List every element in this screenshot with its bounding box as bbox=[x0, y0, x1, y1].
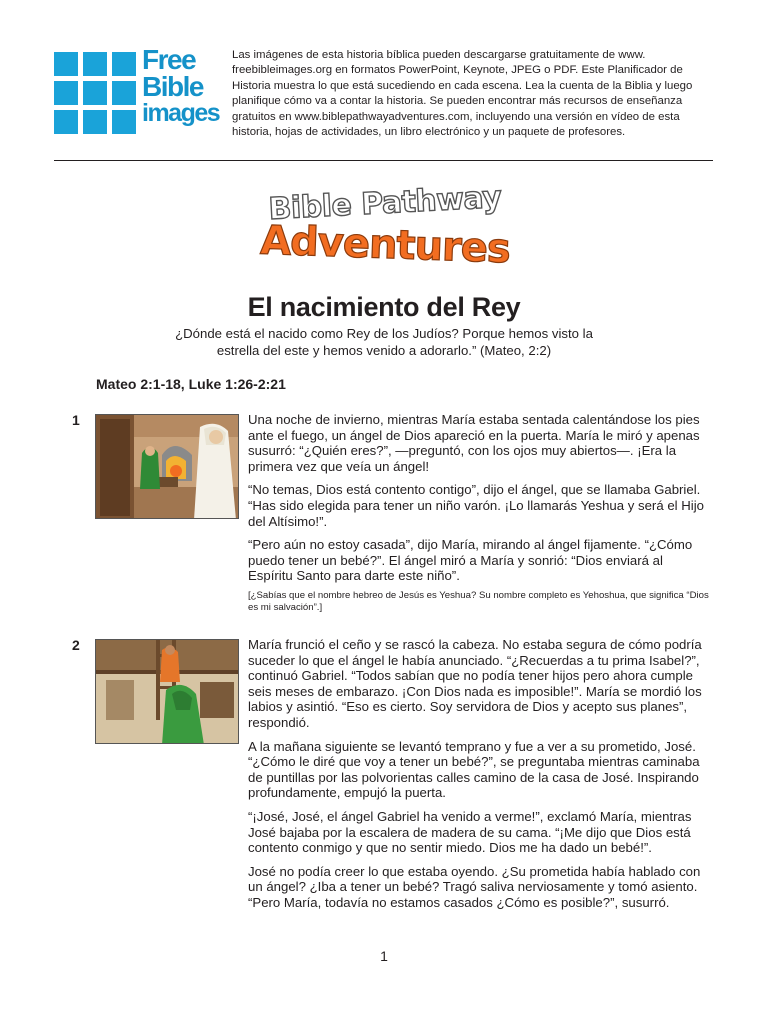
scene-number-2: 2 bbox=[72, 637, 80, 653]
scene-1-paragraph: “Pero aún no estoy casada”, dijo María, mirando al ángel fijamente. “¿Cómo puedo tener un bebé?”. El ángel miró a María y sonrió: “Dios enviará al Espíritu Santo para darte este niño”. bbox=[248, 537, 693, 584]
scene-number-1: 1 bbox=[72, 412, 80, 428]
header-divider bbox=[54, 160, 713, 161]
scene-2-paragraph: María frunció el ceño y se rascó la cabeza. No estaba segura de cómo podría suceder lo que el ángel le había anunciado. “¿Recuerdas a tu prima Isabel?”, continuó Gabriel. “Todos sabían que no podía tener hijos pero ahora cumple seis meses de embarazo. ¡Con Dios nada es imposible!”. María se mordió los labios y asintió. “Eso es cierto. Soy servidora de Dios y acepto sus planes”, respondió. bbox=[248, 637, 702, 730]
header bbox=[54, 44, 714, 148]
scene-1-paragraph: Una noche de invierno, mientras María estaba sentada calentándose los pies ante el fuego, un ángel de Dios apareció en la puerta. María le miró y apenas susurró: “¿Quién eres?”, —preguntó, con los ojos muy abiertos—. ¡Era la primera vez que veía un ángel! bbox=[248, 412, 700, 474]
page-title: El nacimiento del Rey bbox=[247, 292, 521, 322]
scene-1-paragraph: “No temas, Dios está contento contigo”, dijo el ángel, que se llamaba Gabriel. “Has sido elegida para tener un niño varón. ¡Lo llamarás Yeshua y será el Hijo del Altísimo!”. bbox=[248, 482, 704, 529]
logo-line-2: Bible bbox=[142, 71, 203, 102]
scene-2-paragraph: José no podía creer lo que estaba oyendo. ¿Su prometida había hablado con un ángel? ¿Iba a tener un bebé? Tragó saliva nerviosamente y tomó asiento. “Pero María, todavía no estamos casados ¿Cómo es posible?”, susurró. bbox=[248, 863, 701, 910]
scene-2-text bbox=[248, 637, 710, 919]
scene-2-paragraph: A la mañana siguiente se levantó temprano y fue a ver a su prometido, José. “¿Cómo le diré que voy a tener un bebé?”, se preguntaba mientras caminaba de puntillas por las polvorientas calles camino de la casa de José. Inspirando profundamente, empujó la puerta. bbox=[248, 738, 700, 801]
logo-line-1: Free bbox=[142, 44, 196, 75]
scene-2-illustration bbox=[95, 639, 239, 744]
free-bible-images-logo[interactable] bbox=[54, 44, 224, 134]
intro-text: Las imágenes de esta historia bíblica pueden descargarse gratuitamente de www. freebibleimages.org en formatos PowerPoint, Keynote, JPEG o PDF. Este Planificador de Historia muestra lo que está sucediendo en cada escena. Lea la cuenta de la Biblia y luego planifique cómo va a contar la historia. Se pueden encontrar más recursos de enseñanza gratuitos en www.biblepathwayadventures.com, incluyendo una versión en vídeo de esta historia, hojas de actividades, un libro electrónico y un paquete de profesores. bbox=[232, 49, 693, 139]
scripture-quote: ¿Dónde está el nacido como Rey de los Judíos? Porque hemos visto la estrella del este y hemos venido a adorarlo.” (Mateo, 2:2) bbox=[175, 326, 593, 358]
page-number: 1 bbox=[380, 948, 388, 964]
scene-1-illustration bbox=[95, 414, 239, 519]
logo-line-3: images bbox=[142, 99, 220, 127]
scene-1-note: [¿Sabías que el nombre hebreo de Jesús es Yeshua? Su nombre completo es Yehoshua, que significa “Dios es mi salvación”.] bbox=[248, 589, 709, 614]
scene-2-paragraph: “¡José, José, el ángel Gabriel ha venido a verme!”, exclamó María, mientras José bajaba por la escalera de madera de su cama. “¡Me dijo que Dios está contento conmigo y que no sentir miedo. Dios me ha dado un bebé!”. bbox=[248, 808, 692, 856]
logo-wordmark bbox=[142, 46, 219, 127]
scene-1-text bbox=[248, 412, 710, 623]
logo-grid-icon bbox=[54, 52, 136, 134]
scene-2-image bbox=[96, 640, 239, 744]
scene-1-image bbox=[96, 415, 239, 519]
bible-pathway-adventures-logo bbox=[250, 179, 520, 276]
brand-bottom-text: Adventures bbox=[259, 217, 511, 273]
brand-top-text: Bible Pathway bbox=[267, 179, 503, 228]
scripture-reference: Mateo 2:1-18, Luke 1:26-2:21 bbox=[96, 376, 286, 392]
